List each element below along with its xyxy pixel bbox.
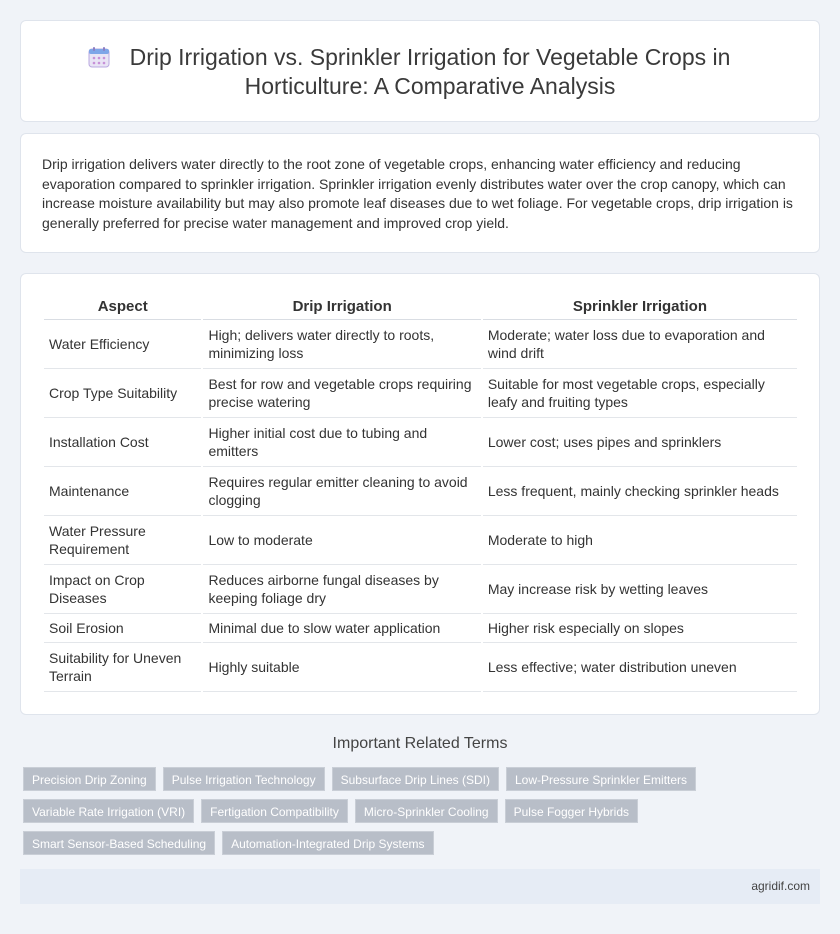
related-terms-heading: Important Related Terms <box>332 735 508 752</box>
footer <box>20 869 820 904</box>
related-tag[interactable]: Fertigation Compatibility <box>201 799 348 823</box>
aspect-cell: Water Efficiency <box>44 320 201 369</box>
intro-card <box>20 133 820 253</box>
sprinkler-cell: Less effective; water distribution uneven <box>483 643 797 692</box>
table-row <box>44 418 797 467</box>
sprinkler-cell: Moderate to high <box>483 516 797 565</box>
related-tag[interactable]: Automation-Integrated Drip Systems <box>222 831 433 855</box>
drip-cell: Highly suitable <box>203 643 480 692</box>
sprinkler-cell: Suitable for most vegetable crops, especially leafy and fruiting types <box>483 369 797 418</box>
table-row <box>44 516 797 565</box>
sprinkler-cell: Lower cost; uses pipes and sprinklers <box>483 418 797 467</box>
related-tag[interactable]: Pulse Irrigation Technology <box>163 767 325 791</box>
page-title: Drip Irrigation vs. Sprinkler Irrigation for Vegetable Crops in Horticulture: A Comparative Analysis <box>129 44 731 99</box>
aspect-cell: Installation Cost <box>44 418 201 467</box>
table-row <box>44 467 797 516</box>
header-aspect: Aspect <box>44 296 201 320</box>
sprinkler-cell: Higher risk especially on slopes <box>483 614 797 643</box>
aspect-cell: Suitability for Uneven Terrain <box>44 643 201 692</box>
aspect-cell: Water Pressure Requirement <box>44 516 201 565</box>
related-tag[interactable]: Precision Drip Zoning <box>23 767 156 791</box>
related-tag[interactable]: Subsurface Drip Lines (SDI) <box>332 767 499 791</box>
table-row <box>44 614 797 643</box>
drip-cell: Best for row and vegetable crops requiring precise watering <box>203 369 480 418</box>
related-tag[interactable]: Variable Rate Irrigation (VRI) <box>23 799 194 823</box>
comparison-card <box>20 273 820 715</box>
drip-cell: High; delivers water directly to roots, minimizing loss <box>203 320 480 369</box>
related-tag[interactable]: Low-Pressure Sprinkler Emitters <box>506 767 696 791</box>
table-row <box>44 565 797 614</box>
intro-paragraph: Drip irrigation delivers water directly to the root zone of vegetable crops, enhancing water efficiency and reducing evaporation compared to sprinkler irrigation. Sprinkler irrigation evenly distributes water over the crop canopy, which can increase moisture availability but may also promote leaf diseases due to wet foliage. For vegetable crops, drip irrigation is generally preferred for precise water management and improved crop yield. <box>42 156 793 231</box>
aspect-cell: Impact on Crop Diseases <box>44 565 201 614</box>
header-sprinkler: Sprinkler Irrigation <box>483 296 797 320</box>
title-card <box>20 20 820 122</box>
drip-cell: Reduces airborne fungal diseases by keeping foliage dry <box>203 565 480 614</box>
sprinkler-cell: Moderate; water loss due to evaporation and wind drift <box>483 320 797 369</box>
drip-cell: Minimal due to slow water application <box>203 614 480 643</box>
aspect-cell: Soil Erosion <box>44 614 201 643</box>
footer-site-link[interactable]: agridif.com <box>751 879 810 893</box>
drip-cell: Low to moderate <box>203 516 480 565</box>
sprinkler-cell: Less frequent, mainly checking sprinkler heads <box>483 467 797 516</box>
related-tag[interactable]: Pulse Fogger Hybrids <box>505 799 638 823</box>
table-row <box>44 369 797 418</box>
sprinkler-cell: May increase risk by wetting leaves <box>483 565 797 614</box>
drip-cell: Requires regular emitter cleaning to avoid clogging <box>203 467 480 516</box>
related-tag[interactable]: Micro-Sprinkler Cooling <box>355 799 498 823</box>
header-drip: Drip Irrigation <box>203 296 480 320</box>
aspect-cell: Maintenance <box>44 467 201 516</box>
drip-cell: Higher initial cost due to tubing and emitters <box>203 418 480 467</box>
related-terms-list <box>23 767 823 863</box>
comparison-table <box>42 296 799 692</box>
related-tag[interactable]: Smart Sensor-Based Scheduling <box>23 831 215 855</box>
table-header-row <box>44 296 797 320</box>
table-row <box>44 320 797 369</box>
aspect-cell: Crop Type Suitability <box>44 369 201 418</box>
table-row <box>44 643 797 692</box>
